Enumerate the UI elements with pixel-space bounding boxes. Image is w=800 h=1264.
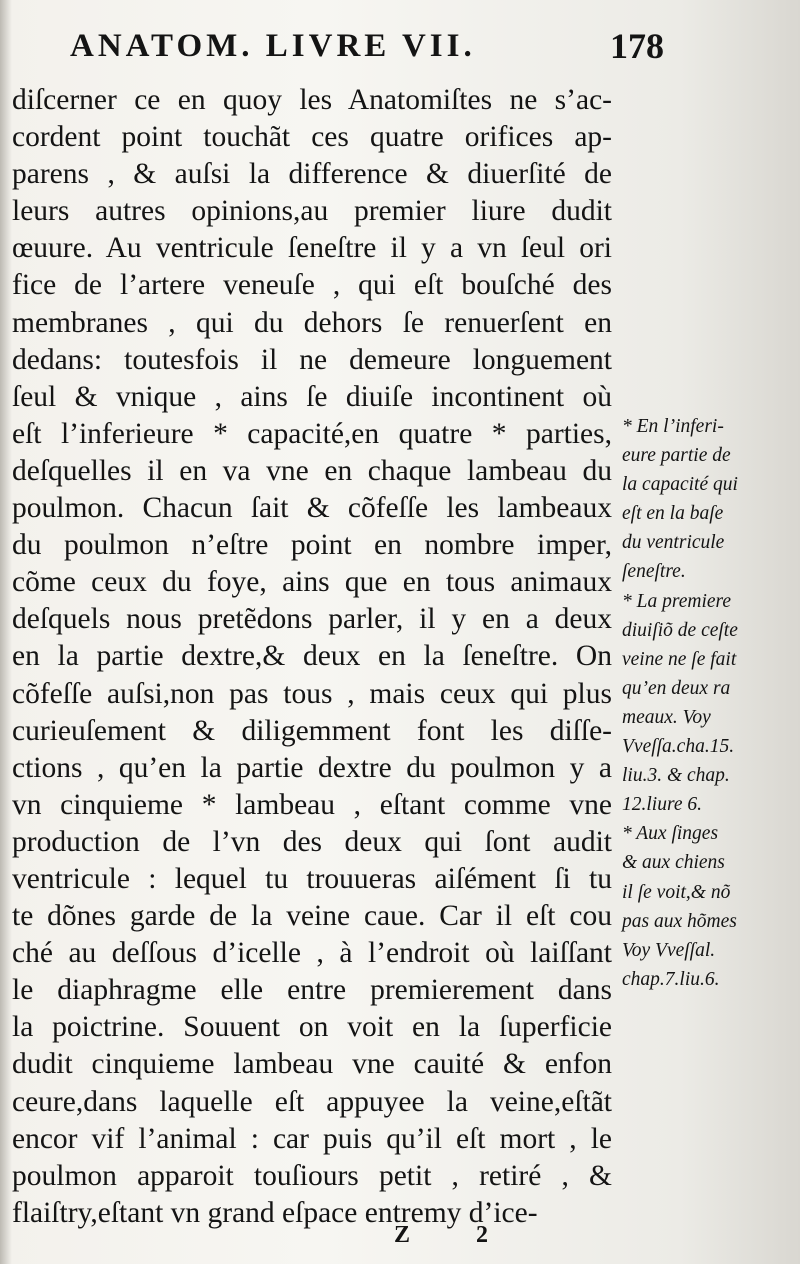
signature-mark: Z 2 xyxy=(394,1222,519,1248)
text-line: ceure,dans laquelle eſt appuyee la veine,eſtãt xyxy=(12,1085,612,1118)
text-line: cõfeſſe auſsi,non pas tous , mais ceux qui plus xyxy=(12,677,612,710)
margin-note-line: chap.7.liu.6. xyxy=(622,968,720,990)
text-line: œuure. Au ventricule ſeneſtre il y a vn ſeul ori xyxy=(12,232,612,265)
main-text-column xyxy=(12,82,612,1232)
text-line: la poictrine. Souuent on voit en la ſuperficie xyxy=(12,1011,612,1044)
margin-note-line: veine ne ſe fait xyxy=(622,648,737,670)
marginal-notes xyxy=(622,412,797,994)
text-line: en la partie dextre,& deux en la ſeneſtre. On xyxy=(12,640,612,673)
margin-note-line: eure partie de xyxy=(622,445,731,467)
margin-note-line: diuiſiõ de ceſte xyxy=(622,619,738,641)
text-line: cordent point touchãt ces quatre orifices ap- xyxy=(12,121,612,154)
text-line: vn cinquieme * lambeau , eſtant comme vne xyxy=(12,788,612,821)
text-line: poulmon. Chacun ſait & cõfeſſe les lambeaux xyxy=(12,492,612,525)
margin-note-line: * La premiere xyxy=(622,590,732,612)
text-line: flaiſtry,eſtant vn grand eſpace entremy d’ice- xyxy=(12,1196,538,1229)
margin-note-line: eſt en la baſe xyxy=(622,503,724,525)
text-line: ctions , qu’en la partie dextre du poulmon y a xyxy=(12,751,612,784)
margin-note-line: liu.3. & chap. xyxy=(622,765,730,787)
text-line: te dõnes garde de la veine caue. Car il eſt cou xyxy=(12,900,612,933)
running-head: ANATOM. LIVRE VII. xyxy=(70,28,476,64)
text-line: deſquelles il en va vne en chaque lambeau du xyxy=(12,454,612,487)
text-line: ſeul & vnique , ains ſe diuiſe incontinent où xyxy=(12,380,612,413)
text-line: ventricule : lequel tu trouueras aiſément ſi tu xyxy=(12,862,612,895)
margin-note-line: Vveſſa.cha.15. xyxy=(622,736,735,758)
margin-note-line: 12.liure 6. xyxy=(622,794,702,816)
text-line: ché au deſſous d’icelle , à l’endroit où laiſſant xyxy=(12,937,612,970)
text-line: eſt l’inferieure * capacité,en quatre * parties, xyxy=(12,417,612,450)
margin-note-line: qu’en deux ra xyxy=(622,677,731,699)
margin-note-line: ſeneſtre. xyxy=(622,561,686,583)
text-line: diſcerner ce en quoy les Anatomiſtes ne s’ac- xyxy=(12,84,612,116)
text-line: production de l’vn des deux qui ſont audit xyxy=(12,825,612,858)
margin-note-line: & aux chiens xyxy=(622,852,725,874)
page-number: 178 xyxy=(610,26,664,66)
text-line: du poulmon n’eſtre point en nombre imper, xyxy=(12,529,612,562)
margin-note-line: * Aux ſinges xyxy=(622,823,719,845)
text-line: curieuſement & diligemment font les diſſe- xyxy=(12,714,612,747)
text-line: dedans: toutesfois il ne demeure longuement xyxy=(12,343,612,376)
text-line: leurs autres opinions,au premier liure dudit xyxy=(12,195,612,228)
margin-note-line: Voy Vveſſal. xyxy=(622,939,716,961)
text-line: le diaphragme elle entre premierement dans xyxy=(12,974,612,1007)
text-line: fice de l’artere veneuſe , qui eſt bouſché des xyxy=(12,269,612,302)
margin-note-line: pas aux hõmes xyxy=(622,910,737,932)
text-line: cõme ceux du foye, ains que en tous animaux xyxy=(12,566,612,599)
page-gutter-shadow xyxy=(0,0,12,1264)
margin-note-line: la capacité qui xyxy=(622,474,738,496)
text-line: encor vif l’animal : car puis qu’il eſt mort , le xyxy=(12,1122,612,1155)
text-line: membranes , qui du dehors ſe renuerſent en xyxy=(12,306,612,339)
text-line: deſquels nous pretẽdons parler, il y en a deux xyxy=(12,603,612,636)
margin-note-line: il ſe voit,& nõ xyxy=(622,881,731,903)
text-line: dudit cinquieme lambeau vne cauité & enfon xyxy=(12,1048,612,1081)
margin-note-line: meaux. Voy xyxy=(622,706,711,728)
margin-note-line: * En l’inferi- xyxy=(622,416,724,437)
text-line: parens , & auſsi la difference & diuerſité de xyxy=(12,158,612,191)
text-line: poulmon apparoit touſiours petit , retiré , & xyxy=(12,1159,612,1192)
margin-note-line: du ventricule xyxy=(622,532,725,554)
